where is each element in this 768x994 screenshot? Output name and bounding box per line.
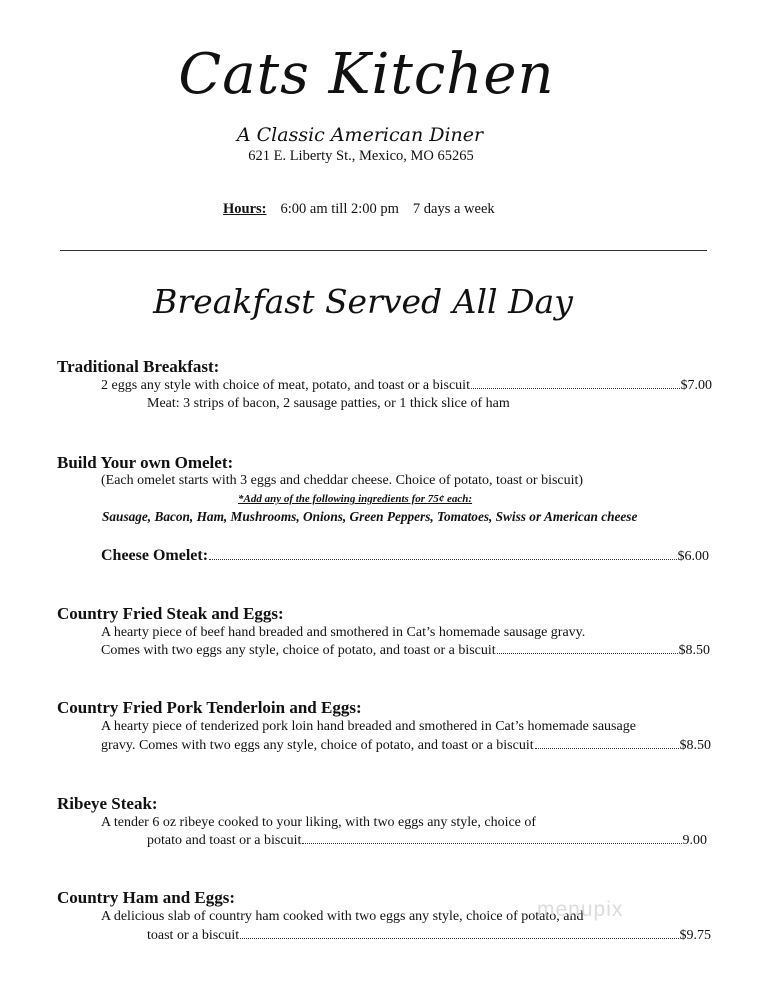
item-ham-name: Country Ham and Eggs:: [57, 888, 236, 907]
item-cfs-price: $8.50: [678, 643, 710, 658]
restaurant-subtitle: A Classic American Diner: [236, 124, 484, 146]
item-omelet-addon-note: *Add any of the following ingredients for 75¢ each:: [238, 493, 473, 505]
item-ham-line1: A delicious slab of country ham cooked with two eggs any style, choice of potato, and: [101, 909, 584, 924]
item-pork-line2: gravy. Comes with two eggs any style, choice of potato, and toast or a biscuit: [101, 738, 534, 753]
hours-line: [223, 201, 495, 218]
item-omelet-name: Build Your own Omelet:: [57, 453, 234, 472]
watermark: menupix: [537, 898, 624, 921]
item-ham-price: $9.75: [679, 928, 711, 943]
dot-leader: [497, 653, 678, 654]
item-omelet-desc: (Each omelet starts with 3 eggs and cheddar cheese. Choice of potato, toast or biscuit): [101, 473, 584, 488]
item-cheese-omelet-row: [101, 547, 709, 565]
item-ribeye-line2: potato and toast or a biscuit: [147, 833, 302, 848]
restaurant-address: 621 E. Liberty St., Mexico, MO 65265: [248, 148, 474, 164]
hours-label: Hours:: [223, 201, 267, 217]
section-banner: Breakfast Served All Day: [153, 282, 573, 321]
dot-leader: [471, 388, 680, 389]
item-ribeye-line1: A tender 6 oz ribeye cooked to your liking, with two eggs any style, choice of: [101, 815, 537, 830]
item-pork-name: Country Fried Pork Tenderloin and Eggs:: [57, 698, 362, 717]
item-pork-price: $8.50: [679, 738, 711, 753]
dot-leader: [209, 559, 676, 560]
item-ham-line2: toast or a biscuit: [147, 928, 240, 943]
item-cheese-omelet-price: $6.00: [677, 549, 709, 564]
item-cfs-line1: A hearty piece of beef hand breaded and smothered in Cat’s homemade sausage gravy.: [101, 625, 586, 640]
hours-days: 7 days a week: [412, 201, 495, 217]
item-ribeye-row: [147, 833, 707, 849]
item-ribeye-price: 9.00: [682, 833, 707, 848]
item-cheese-omelet-name: Cheese Omelet:: [101, 547, 209, 564]
item-pork-line1: A hearty piece of tenderized pork loin hand breaded and smothered in Cat’s homemade sausage: [101, 719, 636, 734]
divider-rule: [60, 250, 707, 251]
item-ribeye-name: Ribeye Steak:: [57, 794, 158, 813]
item-cfs-name: Country Fried Steak and Eggs:: [57, 604, 284, 623]
dot-leader: [302, 843, 681, 844]
item-ham-row: [147, 928, 711, 944]
item-omelet-addons: Sausage, Bacon, Ham, Mushrooms, Onions, Green Peppers, Tomatoes, Swiss or American cheese: [102, 509, 638, 524]
restaurant-title: Cats Kitchen: [178, 42, 555, 107]
item-traditional-desc: 2 eggs any style with choice of meat, potato, and toast or a biscuit: [101, 378, 470, 393]
item-cfs-row: [101, 643, 710, 659]
item-traditional-price: $7.00: [680, 378, 712, 393]
dot-leader: [535, 748, 679, 749]
dot-leader: [240, 938, 678, 939]
item-traditional-row: [101, 378, 712, 394]
hours-time: 6:00 am till 2:00 pm: [280, 201, 399, 217]
item-traditional-meat: Meat: 3 strips of bacon, 2 sausage patties, or 1 thick slice of ham: [147, 396, 510, 411]
item-pork-row: [101, 738, 711, 754]
item-traditional-name: Traditional Breakfast:: [57, 357, 220, 376]
item-cfs-line2: Comes with two eggs any style, choice of potato, and toast or a biscuit: [101, 643, 496, 658]
